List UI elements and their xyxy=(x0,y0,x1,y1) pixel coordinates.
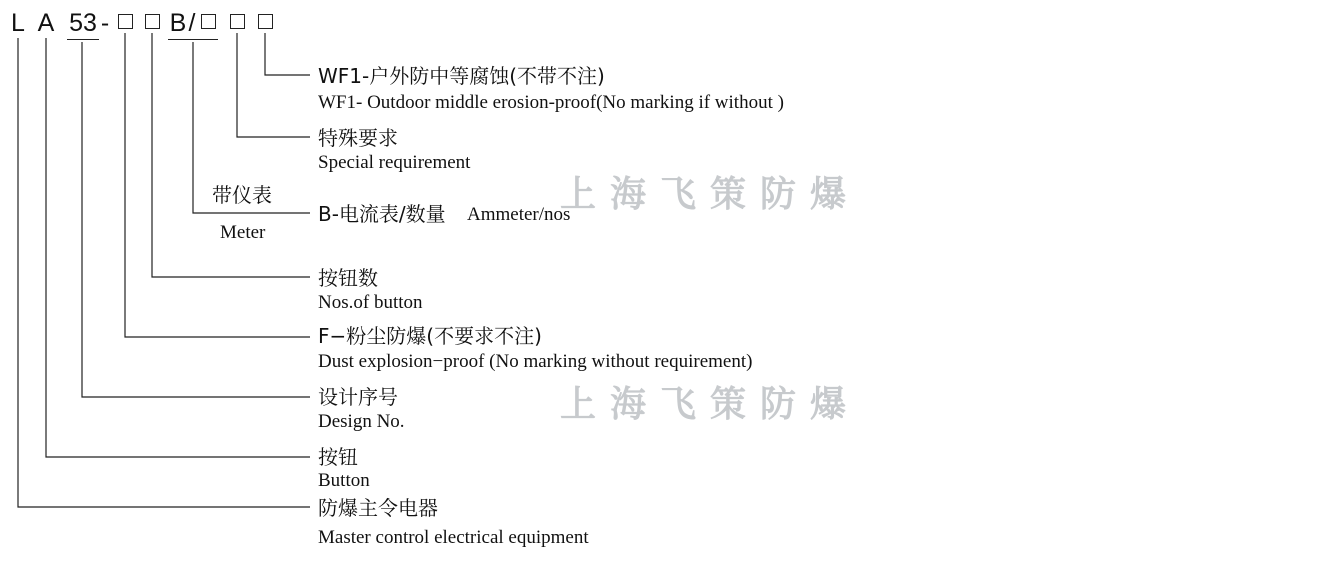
annotation-special-zh: 特殊要求 xyxy=(318,126,398,150)
code-letter-a: A xyxy=(37,9,55,37)
annotation-meter-en: Ammeter/nos xyxy=(467,204,571,225)
annotation-master-en: Master control electrical equipment xyxy=(318,527,589,548)
leader-button xyxy=(46,38,310,457)
leader-wf1 xyxy=(265,33,310,75)
code-box-special xyxy=(230,14,245,29)
leader-master xyxy=(18,38,310,507)
annotation-buttons-en: Nos.of button xyxy=(318,292,423,313)
watermark-top: 上海飞策防爆 xyxy=(560,173,861,215)
code-box-meter-count xyxy=(201,14,216,29)
annotation-buttons-zh: 按钮数 xyxy=(318,266,378,290)
code-letter-b: B xyxy=(169,9,187,37)
annotation-button-zh: 按钮 xyxy=(318,445,358,469)
meter-underline xyxy=(168,39,218,40)
code-series-number: 53 xyxy=(69,9,97,37)
annotation-special-en: Special requirement xyxy=(318,152,471,173)
code-slash: / xyxy=(188,9,196,37)
annotation-meter-side-zh: 带仪表 xyxy=(212,183,272,207)
annotation-wf1-en: WF1- Outdoor middle erosion-proof(No marking if without ) xyxy=(318,92,784,113)
annotation-dust-en: Dust explosion−proof (No marking without requirement) xyxy=(318,351,753,372)
leader-special xyxy=(237,33,310,137)
code-box-wf1 xyxy=(258,14,273,29)
annotation-master-zh: 防爆主令电器 xyxy=(318,496,438,520)
series-underline xyxy=(67,39,99,40)
code-letter-l: L xyxy=(11,9,25,37)
annotation-design-zh: 设计序号 xyxy=(318,385,398,409)
annotation-dust-zh: F−粉尘防爆(不要求不注) xyxy=(318,324,542,348)
annotation-meter-side-en: Meter xyxy=(220,222,266,243)
code-box-dust xyxy=(118,14,133,29)
annotation-meter-zh: B-电流表/数量 xyxy=(318,202,446,226)
leader-design xyxy=(82,42,310,397)
code-dash: - xyxy=(100,9,110,37)
annotation-button-en: Button xyxy=(318,470,370,491)
annotation-wf1-zh: WF1-户外防中等腐蚀(不带不注) xyxy=(318,64,605,88)
watermark-bottom: 上海飞策防爆 xyxy=(560,383,861,425)
annotation-design-en: Design No. xyxy=(318,411,405,432)
code-box-buttons xyxy=(145,14,160,29)
